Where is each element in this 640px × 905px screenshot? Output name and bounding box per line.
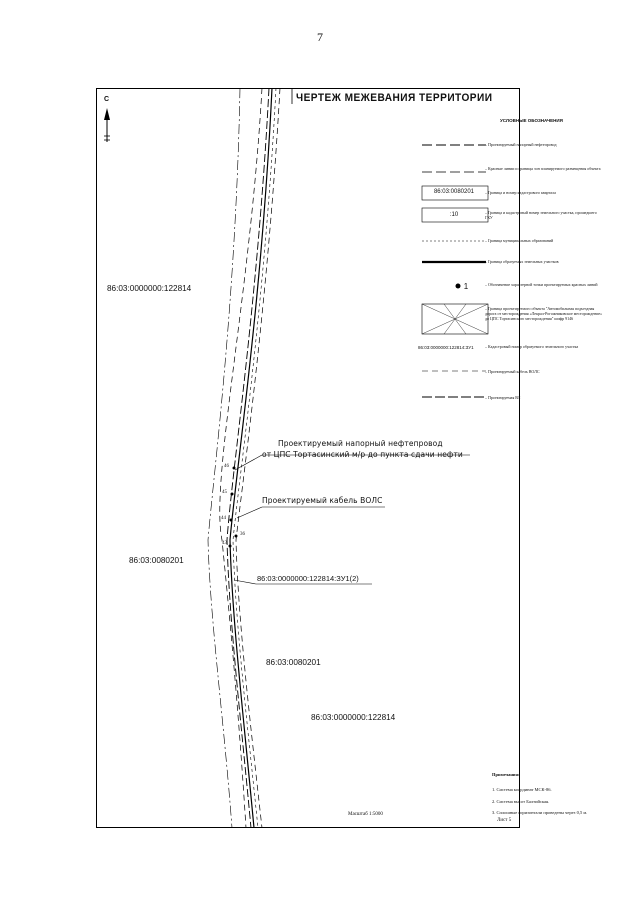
legend-text-cadastral: – Кадастровый номер образуемого земельного участка: [485, 344, 579, 349]
legend-text-pipeline: – Проектируемый напорный нефтепровод: [485, 142, 557, 147]
legend-text-red-lines: – Красные линии и границы зон планируемого размещения объекта: [485, 166, 601, 171]
legend-text-quarter: – Граница и номер кадастрового квартала: [485, 190, 556, 195]
label-parcel-bottom: 86:03:0000000:122814: [311, 713, 396, 722]
legend-header: УСЛОВНЫЕ ОБОЗНАЧЕНИЯ: [500, 118, 563, 123]
point-label: 36: [240, 532, 245, 537]
legend-text-vl: – Проектируемая ВЛ: [485, 395, 521, 400]
label-new-parcel: 86:03:0000000:122814:ЗУ1(2): [257, 574, 359, 583]
legend-text-municipal: – Граница муниципальных образований: [485, 238, 554, 243]
legend-text-new-parcels: – Граница образуемых земельных участков: [485, 259, 559, 264]
notes-line: 1. Система координат МСК-86.: [492, 787, 552, 792]
north-arrow-icon: [104, 108, 110, 142]
legend-text-object-boundary: – Граница проектируемого объекта "Автомобильная подъездная дорога от месторождения «Лекрал-Рогожниковское месторождение» до ЦПС Тортасинского месторождения" шифр 9146: [485, 306, 603, 321]
legend-symbol-parcel: :10: [449, 212, 459, 218]
label-parcel-top: 86:03:0000000:122814: [107, 284, 192, 293]
point-label: 44: [221, 516, 226, 521]
point-label: 45: [222, 490, 227, 495]
label-quarter-left: 86:03:0080201: [129, 556, 184, 565]
annotation-cable: Проектируемый кабель ВОЛС: [262, 496, 383, 505]
legend-symbol-point: 1: [463, 282, 469, 291]
point-label: 43: [222, 541, 227, 546]
label-quarter-right: 86:03:0080201: [266, 658, 321, 667]
legend-symbol-quarter: 86:03:0080201: [433, 189, 475, 195]
drawing-title: ЧЕРТЕЖ МЕЖЕВАНИЯ ТЕРРИТОРИИ: [296, 92, 493, 104]
notes-header: Примечания:: [492, 772, 520, 777]
annotation-pipeline-line2: от ЦПС Тортасинский м/р до пункта сдачи нефти: [262, 450, 463, 459]
notes-line: 3. Сплошные горизонтали проведены через 0,5 м.: [492, 810, 588, 815]
point-label: 46: [224, 464, 229, 469]
sheet-label: Лист 5: [497, 818, 512, 823]
legend-symbol-cadastral: 86:03:0000000:122814:ЗУ1: [418, 345, 474, 350]
scale-label: Масштаб 1:5000: [348, 812, 383, 817]
north-label: С: [104, 96, 110, 103]
notes-line: 2. Система высот Балтийская.: [492, 799, 550, 804]
page-number: 7: [317, 30, 323, 44]
legend-text-parcel: – Граница и кадастровый номер земельного участка, прошедшего ГКУ: [485, 210, 597, 220]
legend-text-cable: – Проектируемый кабель ВОЛС: [485, 369, 540, 374]
annotation-pipeline-line1: Проектируемый напорный нефтепровод: [278, 439, 443, 448]
legend-text-point: – Обозначение характерной точки проектируемых красных линий: [485, 282, 598, 287]
